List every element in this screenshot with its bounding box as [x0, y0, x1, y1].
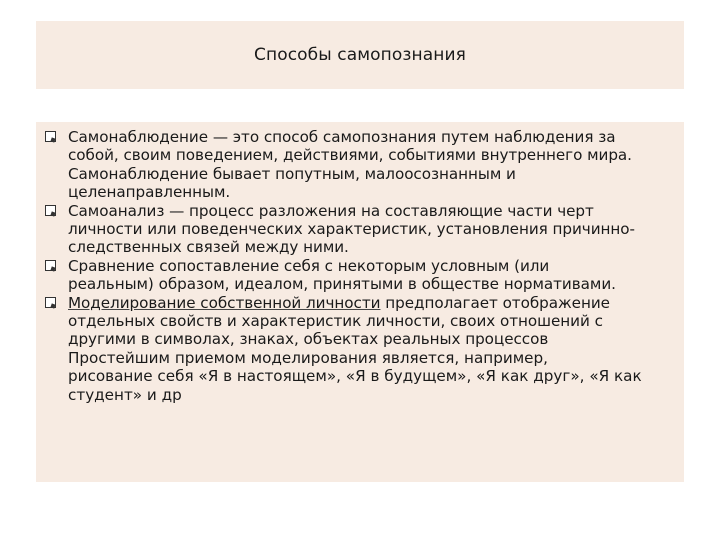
list-item-comparison: [42, 257, 674, 294]
checkbox-bullet-icon: [45, 205, 56, 216]
item-line: реальным) образом, идеалом, принятыми в обществе нормативами.: [68, 275, 616, 294]
title-panel: [36, 21, 684, 89]
checkbox-bullet-icon: [45, 297, 56, 308]
list-item-self-observation: [42, 128, 674, 202]
paragraph-line: Простейшим приемом моделирования является, например,: [68, 348, 548, 367]
item-first-line: [68, 128, 674, 146]
item-first-line: Сравнение сопоставление себя с некоторым условным (или: [68, 256, 550, 275]
page-title: Способы самопознания: [254, 45, 466, 65]
item-line: следственных связей между ними.: [68, 238, 349, 257]
item-term: Моделирование собственной личности: [68, 293, 381, 312]
paragraph-line: студент» и др: [68, 385, 182, 404]
closing-paragraph: [42, 349, 674, 404]
item-line: отдельных свойств и характеристик личности, своих отношений с: [68, 312, 603, 331]
item-first-line: [68, 202, 674, 220]
list-item-self-modeling: [42, 294, 674, 349]
item-definition: предполагает отображение: [380, 293, 610, 312]
item-first-line: [68, 294, 674, 312]
list-item-self-analysis: [42, 202, 674, 257]
item-term: Самонаблюдение: [68, 128, 209, 146]
item-term: Самоанализ: [68, 201, 165, 220]
item-line: другими в символах, знаках, объектах реальных процессов: [68, 330, 549, 349]
item-definition: — процесс разложения на составляющие части черт: [164, 201, 594, 220]
item-definition: — это способ самопознания путем наблюдения за: [208, 128, 616, 146]
item-line: Самонаблюдение бывает попутным, малоосознанным и: [68, 164, 516, 183]
checkbox-bullet-icon: [45, 131, 56, 142]
item-line: собой, своим поведением, действиями, событиями внутреннего мира.: [68, 146, 632, 165]
item-line: личности или поведенческих характеристик, установления причинно-: [68, 220, 635, 239]
checkbox-bullet-icon: [45, 260, 56, 271]
item-line: целенаправленным.: [68, 183, 231, 202]
paragraph-line: рисование себя «Я в настоящем», «Я в будущем», «Я как друг», «Я как: [68, 367, 642, 386]
content-panel: [36, 122, 684, 482]
